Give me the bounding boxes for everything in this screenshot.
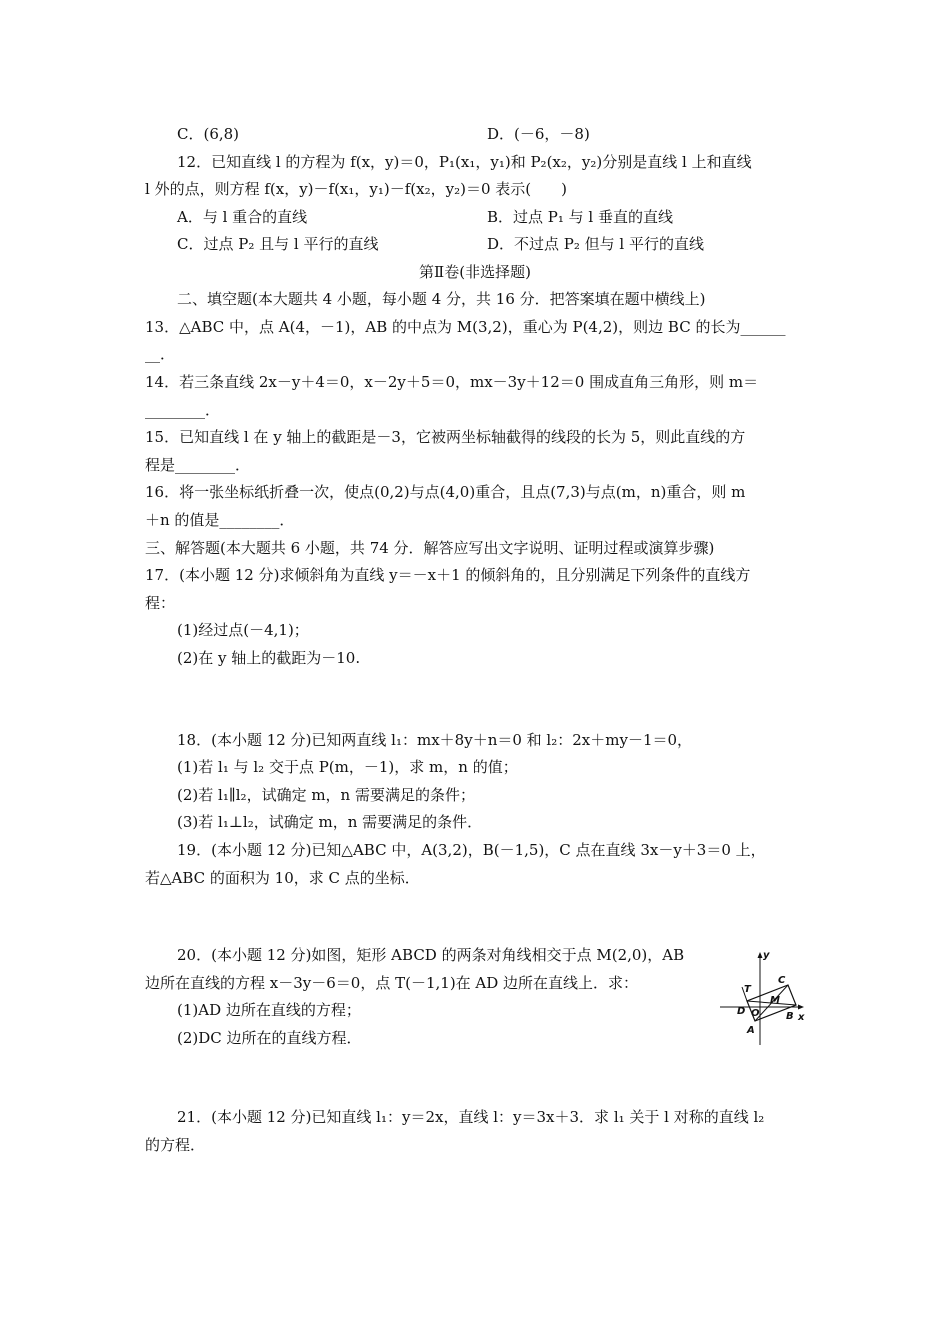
- q12-option-a: A．与 l 重合的直线: [177, 208, 308, 226]
- q20-line1: 20．(本小题 12 分)如图，矩形 ABCD 的两条对角线相交于点 M(2,0)，AB: [177, 946, 685, 964]
- q18-part1: (1)若 l₁ 与 l₂ 交于点 P(m，－1)，求 m，n 的值；: [177, 758, 518, 776]
- q18-stem: 18．(本小题 12 分)已知两直线 l₁：mx＋8y＋n＝0 和 l₂：2x＋my－1＝0，: [177, 731, 693, 749]
- volume-2-title: 第Ⅱ卷(非选择题): [419, 263, 531, 281]
- fig-label-m: M: [770, 995, 780, 1006]
- q11-option-c: C．(6,8): [177, 125, 240, 143]
- fig-label-c: C: [778, 975, 786, 986]
- q14-line2: ________．: [145, 401, 221, 419]
- q21-line2: 的方程．: [145, 1136, 206, 1154]
- q12-option-b: B．过点 P₁ 与 l 垂直的直线: [487, 208, 673, 226]
- fig-label-y: y: [763, 950, 770, 961]
- fig-label-t: T: [744, 984, 751, 995]
- fig-label-o: O: [751, 1008, 760, 1019]
- q12-stem-line1: 12．已知直线 l 的方程为 f(x，y)＝0，P₁(x₁，y₁)和 P₂(x₂，y₂)分别是直线 l 上和直线: [177, 153, 752, 171]
- q15-line1: 15．已知直线 l 在 y 轴上的截距是－3，它被两坐标轴截得的线段的长为 5，则此直线的方: [145, 428, 746, 446]
- q17-part1: (1)经过点(－4,1)；: [177, 621, 309, 639]
- q15-line2: 程是________．: [145, 456, 251, 474]
- rectangle-figure: [718, 945, 808, 1045]
- q12-option-c: C．过点 P₂ 且与 l 平行的直线: [177, 235, 379, 253]
- q19-line2: 若△ABC 的面积为 10，求 C 点的坐标．: [145, 869, 420, 887]
- q16-line1: 16．将一张坐标纸折叠一次，使点(0,2)与点(4,0)重合，且点(7,3)与点(m，n)重合，则 m: [145, 483, 746, 501]
- q14-line1: 14．若三条直线 2x－y＋4＝0，x－2y＋5＝0，mx－3y＋12＝0 围成直角三角形，则 m＝: [145, 373, 759, 391]
- fig-label-d: D: [737, 1006, 746, 1017]
- section-3-heading: 三、解答题(本大题共 6 小题，共 74 分．解答应写出文字说明、证明过程或演算步骤): [145, 539, 715, 557]
- q17-line1: 17．(本小题 12 分)求倾斜角为直线 y＝－x＋1 的倾斜角的，且分别满足下列条件的直线方: [145, 566, 751, 584]
- section-2-heading: 二、填空题(本大题共 4 小题，每小题 4 分，共 16 分．把答案填在题中横线上): [177, 290, 706, 308]
- q13-line1: 13．△ABC 中，点 A(4，－1)，AB 的中点为 M(3,2)，重心为 P(4,2)，则边 BC 的长为______: [145, 318, 786, 336]
- q19-line1: 19．(本小题 12 分)已知△ABC 中，A(3,2)，B(－1,5)，C 点在直线 3x－y＋3＝0 上，: [177, 841, 766, 859]
- q18-part2: (2)若 l₁∥l₂，试确定 m，n 需要满足的条件；: [177, 786, 475, 804]
- x-axis-arrow: [798, 1005, 804, 1010]
- y-axis-arrow: [758, 952, 763, 958]
- q11-option-d: D．(－6，－8): [487, 125, 590, 143]
- q16-line2: ＋n 的值是________．: [145, 511, 295, 529]
- q21-line1: 21．(本小题 12 分)已知直线 l₁：y＝2x，直线 l：y＝3x＋3．求 l₁ 关于 l 对称的直线 l₂: [177, 1108, 765, 1126]
- q20-part1: (1)AD 边所在直线的方程；: [177, 1001, 361, 1019]
- q12-stem-line2: l 外的点，则方程 f(x，y)－f(x₁，y₁)－f(x₂，y₂)＝0 表示( ): [145, 180, 567, 198]
- q20-line2: 边所在直线的方程 x－3y－6＝0，点 T(－1,1)在 AD 边所在直线上．求：: [145, 974, 639, 992]
- q18-part3: (3)若 l₁⊥l₂，试确定 m，n 需要满足的条件．: [177, 813, 483, 831]
- q17-part2: (2)在 y 轴上的截距为－10.: [177, 649, 361, 667]
- q17-line2: 程：: [145, 594, 176, 612]
- fig-label-b: B: [786, 1011, 794, 1022]
- fig-label-a: A: [747, 1025, 755, 1036]
- q13-line2: __．: [145, 345, 176, 363]
- q20-part2: (2)DC 边所在的直线方程．: [177, 1029, 362, 1047]
- fig-label-x: x: [798, 1012, 805, 1023]
- q12-option-d: D．不过点 P₂ 但与 l 平行的直线: [487, 235, 705, 253]
